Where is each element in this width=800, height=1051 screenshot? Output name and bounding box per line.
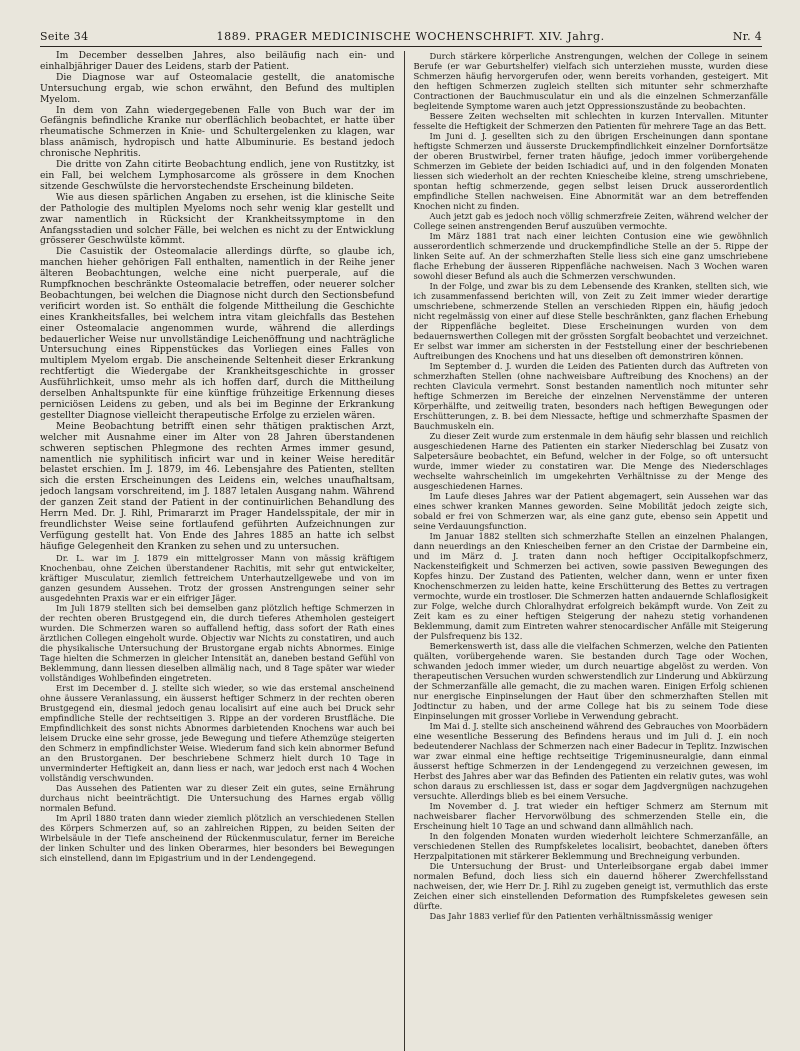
paragraph: Dr. L. war im J. 1879 ein mittelgrosser Mann von mässig kräftigem Knochenbau, ohne Zeichen überstandener Rachitis, mit sehr gut entwickelter, kräftiger Musculatur, ziemlich fettreichem Unterhautzellgewebe und von im ganzen gesundem Aussehen. Trotz der grossen Anstrengungen seiner sehr ausgedehnten Praxis war er ein eifriger Jäger. bbox=[40, 552, 395, 603]
paragraph: Erst im December d. J. stellte sich wieder, so wie das erstemal anscheinend ohne äussere Veranlassung, ein äusserst heftiger Schmerz in der rechten oberen Brustgegend ein, diesmal jedoch genau localisirt auf eine auch bei Druck sehr empfindliche Stelle der rechtseitigen 3. Rippe an der vorderen Brustfläche. Die Empfindlichkeit des sonst nichts Abnormes darbietenden Knochens war auch bei leisem Drucke eine sehr grosse, jede Bewegung und tiefere Athemzüge steigerten den Schmerz in empfindlichster Weise. Wiederum fand sich kein abnormer Befund an den Brustorganen. Der beschriebene Schmerz hielt durch 10 Tage in unverminderter Heftigkeit an, dann liess er nach, war jedoch erst nach 4 Wochen vollständig verschwunden. bbox=[40, 682, 395, 783]
paragraph: Im Januar 1882 stellten sich schmerzhafte Stellen an einzelnen Phalangen, dann neuerdings an den Kniescheiben ferner an den Cristae der Darmbeine ein, und im März d. J. traten dann noch heftiger Occipitalkopfschmerz, Nackensteifigkeit und Schmerzen bei activen, sowie passiven Bewegungen des Kopfes hinzu. Der Zustand des Patienten, welcher dann, wenn er unter fixen Knochenschmerzen zu leiden hatte, keine Erschütterung des Bettes zu vertragen vermochte, wurde ein trostloser. Die Schmerzen hatten andauernde Schlaflosigkeit zur Folge, welche durch Chloralhydrat erfolgreich bekämpft wurde. Von Zeit zu Zeit kam es zu einer heftigen Steigerung der nahezu stetig vorhandenen Beklemmung, damit zum Eintreten wahrer stenocardischer Anfälle mit Steigerung der Pulsfrequenz bis 132. bbox=[413, 531, 768, 641]
paragraph: Die dritte von Zahn citirte Beobachtung endlich, jene von Rustitzky, ist ein Fall, bei welchem Lymphosarcome als grössere in dem Knochen sitzende Geschwülste die hervorstechendste Erscheinung bildeten. bbox=[40, 159, 395, 192]
paragraph: Bessere Zeiten wechselten mit schlechten in kurzen Intervallen. Mitunter fesselte die Heftigkeit der Schmerzen den Patienten für mehrere Tage an das Bett. bbox=[413, 111, 768, 131]
paragraph: Die Casuistik der Osteomalacie allerdings dürfte, so glaube ich, manchen hieher gehörigen Fall enthalten, namentlich in der Reihe jener älteren Beobachtungen, welche eine nicht puerperale, auf die Rumpfknochen beschränkte Osteomalacie betreffen, oder neuerer solcher Beobachtungen, bei welchen die Diagnose nicht durch den Sectionsbefund verificirt worden ist. So enthält die folgende Mittheilung die Geschichte eines Krankheitsfalles, bei welchem intra vitam gleichfalls das Bestehen einer Osteomalacie angenommen wurde, während die allerdings bedauerlicher Weise nur unvollständige Leichenöffnung und nachträgliche Untersuchung eines Rippenstückes das Vorliegen eines Falles von multiplem Myelom ergab. Die anscheinende Seltenheit dieser Erkrankung rechtfertigt die Wiedergabe der Krankheitsgeschichte in grosser Ausführlichkeit, umso mehr als ich hoffen darf, durch die Mittheilung derselben Anhaltspunkte für eine künftige frühzeitige Erkennung dieses perniciösen Leidens zu geben, und als bei im Beginne der Erkrankung gestellter Diagnose vielleicht therapeutische Erfolge zu erzielen wären. bbox=[40, 246, 395, 421]
paragraph: Im Mai d. J. stellte sich anscheinend während des Gebrauches von Moorbädern eine wesentliche Besserung des Befindens heraus und im Juli d. J. ein noch bedeutenderer Nachlass der Schmerzen nach einer Badecur in Teplitz. Inzwischen war zwar einmal eine heftige rechtseitige Trigeminusneuralgie, dann einmal äusserst heftige Schmerzen in der Lendengegend zu verzeichnen gewesen, im Herbst des Jahres aber war das Befinden des Patienten ein relativ gutes, was wohl schon daraus zu erschliessen ist, dass er sogar dem Jagdvergnügen nachzugehen versuchte. Allerdings blieb es bei einem Versuche. bbox=[413, 721, 768, 801]
paragraph: Im Juni d. J. gesellten sich zu den übrigen Erscheinungen dann spontane heftigste Schmerzen und äusserste Druckempfindlichkeit einzelner Dornfortsätze der oberen Brustwirbel, ferner traten häufige, jedoch immer vorübergehende Schmerzen im Gebiete der beiden Ischiadici auf, und in den folgenden Monaten liessen sich wiederholt an der rechten Kniescheibe kleine, streng umschriebene, spontan heftig schmerzende, gegen selbst leisen Druck ausserordentlich empfindliche Stellen nachweisen. Eine Abnormität war an dem betreffenden Knochen nicht zu finden. bbox=[413, 131, 768, 211]
paragraph: Im Juli 1879 stellten sich bei demselben ganz plötzlich heftige Schmerzen in der rechten oberen Brustgegend ein, die durch tieferes Athemholen gesteigert wurden. Die Schmerzen waren so auffallend heftig, dass sofort der Rath eines ärztlichen Collegen eingeholt wurde. Objectiv war Nichts zu constatiren, und auch die physikalische Untersuchung der Brustorgane ergab nichts Abnormes. Einige Tage hielten die Schmerzen in gleicher Intensität an, daneben bestand Gefühl von Beklemmung, dann liessen dieselben allmälig nach, und 8 Tage später war wieder vollständiges Wohlbefinden eingetreten. bbox=[40, 602, 395, 683]
paragraph: In der Folge, und zwar bis zu dem Lebensende des Kranken, stellten sich, wie ich zusammenfassend berichten will, von Zeit zu Zeit immer wieder derartige umschriebene, schmerzende Stellen an verschieden Rippen ein, häufig jedoch nicht regelmässig von einer auf diese Stelle beschränkten, ganz flachen Erhebung der Rippenfläche begleitet. Diese Erscheinungen wurden von dem bedauernswerthen Collegen mit der grössten Sorgfalt beobachtet und verzeichnet. Er selbst war immer am sichersten in der Feststellung einer der beschriebenen Auftreibungen des Knochens und hat uns dieselben oft demonstriren können. bbox=[413, 281, 768, 361]
paragraph: Wie aus diesen spärlichen Angaben zu ersehen, ist die klinische Seite der Pathologie des multiplen Myeloms noch sehr wenig klar gestellt und zwar namentlich in Rücksicht der Krankheitssymptome in den Anfangsstadien und solcher Fälle, bei welchen es nicht zu der Entwicklung grösserer Geschwülste kömmt. bbox=[40, 191, 395, 247]
paragraph: Das Jahr 1883 verlief für den Patienten verhältnissmässig weniger bbox=[429, 911, 713, 921]
paragraph: Bemerkenswerth ist, dass alle die vielfachen Schmerzen, welche den Patienten quälten, vorübergehende waren. Sie bestanden durch Tage oder Wochen, schwanden jedoch immer wieder, um durch neuartige abgelöst zu werden. Von therapeutischen Versuchen wurden schwerstendlich zur Linderung und Abkürzung der Schmerzanfälle alle gemacht, die zu machen waren. Einigen Erfolg schienen nur energische Einpinselungen der Haut über den schmerzhaften Stellen mit Jodtinctur zu haben, und der arme College hat bis zu seinem Tode diese Einpinselungen mit grosser Vorliebe in Verwendung gebracht. bbox=[413, 641, 768, 721]
paragraph: Im April 1880 traten dann wieder ziemlich plötzlich an verschiedenen Stellen des Körpers Schmerzen auf, so an zahlreichen Rippen, zu beiden Seiten der Wirbelsäule in der Tiefe anscheinend der Rückenmusculatur, ferner im Bereiche der linken Schulter und des linken Oberarmes, hier besonders bei Bewegungen sich einstellend, dann im Epigastrium und in der Lendengegend. bbox=[40, 812, 395, 863]
paragraph: Die Diagnose war auf Osteomalacie gestellt, die anatomische Untersuchung ergab, wie schon erwähnt, den Befund des multiplen Myelom. bbox=[40, 71, 395, 105]
paragraph: Im Laufe dieses Jahres war der Patient abgemagert, sein Aussehen war das eines schwer kranken Mannes geworden. Seine Mobilität jedoch zeigte sich, sobald er frei von Schmerzen war, als eine ganz gute, ebenso sein Appetit und seine Verdauungsfunction. bbox=[413, 491, 768, 531]
paragraph: In den folgenden Monaten wurden wiederholt leichtere Schmerzanfälle, an verschiedenen Stellen des Rumpfskeletes localisirt, beobachtet, daneben öfters Herzpalpitationen mit stärkerer Beklemmung und Brechneigung verbunden. bbox=[413, 831, 768, 861]
paragraph: Auch jetzt gab es jedoch noch völlig schmerzfreie Zeiten, während welcher der College seinen anstrengenden Beruf auszuüben vermochte. bbox=[413, 211, 768, 231]
page-number: Seite 34 bbox=[40, 30, 89, 43]
paragraph: Im September d. J. wurden die Leiden des Patienten durch das Auftreten von schmerzhaften Stellen (ohne nachweisbare Auftreibung des Knochens) an der rechten Clavicula vermehrt. Sonst bestanden namentlich noch mitunter sehr heftige Schmerzen im Bereiche der einzelnen Nervenstämme der unteren Körperhälfte, und zeitweilig traten, besonders nach heftigen Bewegungen oder Erschütterungen, z. B. bei dem Niessacte, heftige und schmerzhafte Spasmen der Bauchmuskeln ein. bbox=[413, 361, 768, 431]
paragraph: Das Aussehen des Patienten war zu dieser Zeit ein gutes, seine Ernährung durchaus nicht beeinträchtigt. Die Untersuchung des Harnes ergab völlig normalen Befund. bbox=[40, 782, 395, 813]
page-header bbox=[40, 30, 762, 47]
issue-number: Nr. 4 bbox=[732, 30, 762, 43]
paragraph: In dem von Zahn wiedergegebenen Falle von Buch war der im Gefängnis befindliche Kranke nur oberflächlich beobachtet, er hatte über rheumatische Schmerzen in Knie- und Schultergelenken zu klagen, war blass anämisch, hydropisch und hatte Albuminurie. Es bestand jedoch chronische Nephritis. bbox=[40, 104, 395, 160]
paragraph: Im December desselben Jahres, also beiläufig nach ein- und einhalbjähriger Dauer des Leidens, starb der Patient. bbox=[40, 51, 395, 72]
left-column bbox=[40, 51, 395, 1051]
paragraph: Meine Beobachtung betrifft einen sehr thätigen praktischen Arzt, welcher mit Ausnahme einer im Alter von 28 Jahren überstandenen schweren septischen Phlegmone des rechten Armes immer gesund, namentlich nie syphilitisch inficirt war und in keiner Weise hereditär belastet erschien. Im J. 1879, im 46. Lebensjahre des Patienten, stellten sich die ersten Erscheinungen des Leidens ein, welches unaufhaltsam, jedoch langsam vorschreitend, im J. 1887 letalen Ausgang nahm. Während der ganzen Zeit stand der Patient in der continuirlichen Behandlung des Herrn Med. Dr. J. Rihl, Primararzt im Prager Handelsspitale, der mir in freundlichster Weise seine fortlaufend geführten Aufzeichnungen zur Verfügung gestellt hat. Von Ende des Jahres 1885 an hatte ich selbst häufige Gelegenheit den Kranken zu sehen und zu untersuchen. bbox=[40, 420, 395, 552]
paragraph: Die Untersuchung der Brust- und Unterleibsorgane ergab dabei immer normalen Befund, doch liess sich ein dauernd höherer Zwerchfellsstand nachweisen, der, wie Herr Dr. J. Rihl zu zugeben geneigt ist, vermuthlich das erste Zeichen einer sich einstellenden Deformation des Rumpfskeletes gewesen sein dürfte. bbox=[413, 861, 768, 911]
paragraph: Im März 1881 trat nach einer leichten Contusion eine wie gewöhnlich ausserordentlich schmerzende und druckempfindliche Stelle an der 5. Rippe der linken Seite auf. An der schmerzhaften Stelle liess sich eine ganz umschriebene flache Erhebung der äusseren Rippenfläche nachweisen. Nach 3 Wochen waren sowohl dieser Befund als auch die Schmerzen verschwunden. bbox=[413, 231, 768, 281]
journal-title: 1889. PRAGER MEDICINISCHE WOCHENSCHRIFT. XIV. Jahrg. bbox=[216, 30, 605, 43]
paragraph: Durch stärkere körperliche Anstrengungen, welchen der College in seinem Berufe (er war Geburtshelfer) vielfach sich unterziehen musste, wurden diese Schmerzen häufig hervorgerufen oder, wenn bereits vorhanden, gesteigert. Mit den heftigen Schmerzen zugleich stellten sich mitunter sehr schmerzhafte Contractionen der Bauchmusculatur ein und als die einzelnen Schmerzanfälle begleitende Symptome waren auch jetzt Oppressionszustände zu beobachten. bbox=[413, 51, 768, 111]
paragraph: Im November d. J. trat wieder ein heftiger Schmerz am Sternum mit nachweisbarer flacher Hervorwölbung des schmerzenden Stelle ein, die Erscheinung hielt 10 Tage an und schwand dann allmählich nach. bbox=[413, 801, 768, 831]
right-column bbox=[413, 51, 768, 1051]
text-columns bbox=[40, 51, 768, 1051]
paragraph: Zu dieser Zeit wurde zum erstenmale in dem häufig sehr blassen und reichlich ausgeschiedenen Harne des Patienten ein starker Niederschlag bei Zusatz von Salpetersäure beobachtet, ein Befund, welcher in der Folge, so oft untersucht wurde, immer wieder zu constatiren war. Die Menge des Niederschlages wechselte wahrscheinlich im umgekehrten Verhältnisse zu der Menge des ausgeschiedenen Harnes. bbox=[413, 431, 768, 491]
column-rule bbox=[404, 51, 405, 1051]
